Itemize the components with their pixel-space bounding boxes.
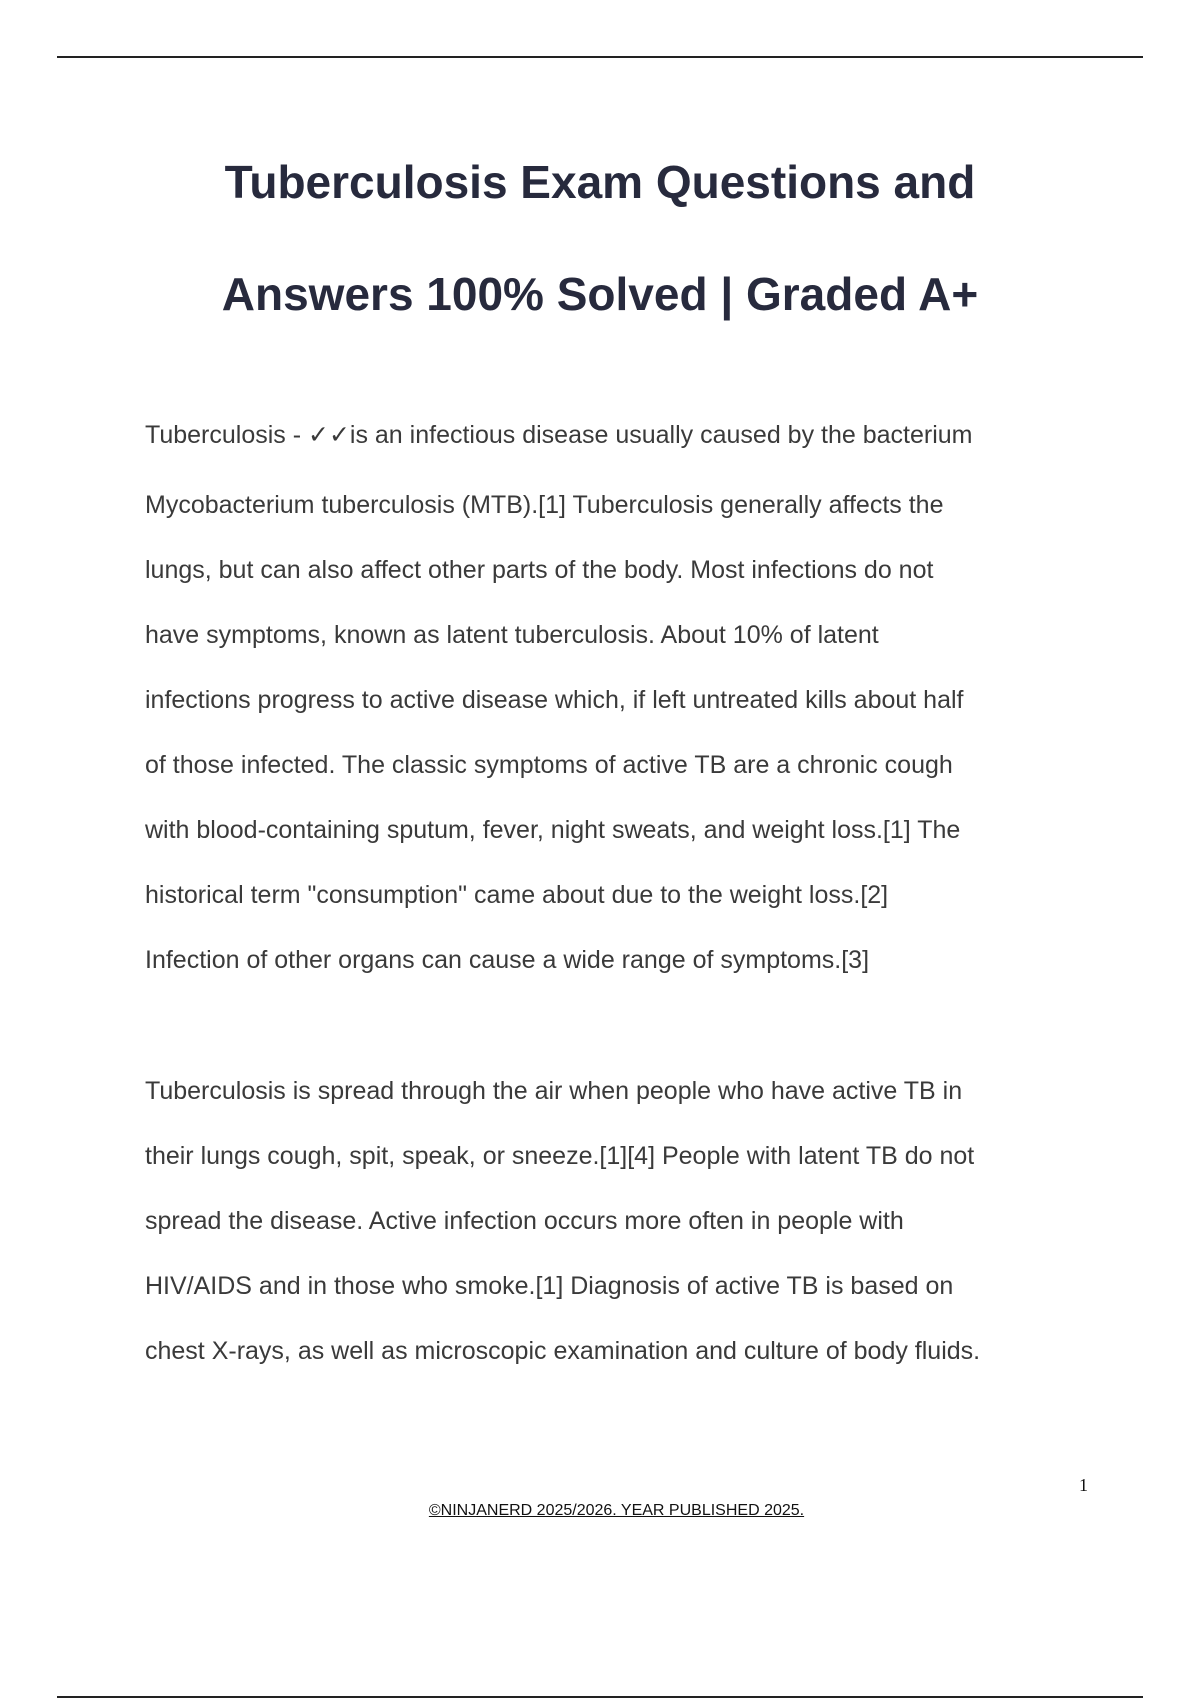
page-number: 1 — [1079, 1475, 1088, 1495]
title-line-1: Tuberculosis Exam Questions and — [224, 156, 976, 208]
paragraph-line: chest X-rays, as well as microscopic examination and culture of body fluids. — [145, 1337, 981, 1365]
paragraph-line: their lungs cough, spit, speak, or sneeze.[1][4] People with latent TB do not — [145, 1142, 975, 1170]
paragraph-line: Tuberculosis - ✓✓is an infectious disease usually caused by the bacterium — [145, 421, 973, 449]
paragraph-line: with blood-containing sputum, fever, night sweats, and weight loss.[1] The — [145, 816, 961, 844]
title-line-2: Answers 100% Solved | Graded A+ — [221, 268, 979, 320]
paragraph-line: spread the disease. Active infection occurs more often in people with — [145, 1207, 904, 1235]
page-title — [100, 126, 1100, 350]
paragraph-line: Tuberculosis is spread through the air when people who have active TB in — [145, 1077, 963, 1105]
paragraph-line: historical term "consumption" came about due to the weight loss.[2] — [145, 881, 889, 909]
paragraph-line: infections progress to active disease which, if left untreated kills about half — [145, 686, 964, 714]
paragraph-line: have symptoms, known as latent tuberculosis. About 10% of latent — [145, 621, 879, 649]
paragraph-line: of those infected. The classic symptoms of active TB are a chronic cough — [145, 751, 953, 779]
bottom-rule — [57, 1696, 1143, 1698]
paragraph-line: HIV/AIDS and in those who smoke.[1] Diagnosis of active TB is based on — [145, 1272, 954, 1300]
copyright-notice: ©NINJANERD 2025/2026. YEAR PUBLISHED 2025. — [428, 1502, 805, 1519]
paragraph-2 — [145, 1074, 1125, 1399]
paragraph-line: lungs, but can also affect other parts of the body. Most infections do not — [145, 556, 934, 584]
paragraph-line: Infection of other organs can cause a wide range of symptoms.[3] — [145, 946, 870, 974]
paragraph-line: Mycobacterium tuberculosis (MTB).[1] Tuberculosis generally affects the — [145, 491, 944, 519]
top-rule — [57, 56, 1143, 58]
paragraph-1 — [145, 418, 1125, 1008]
